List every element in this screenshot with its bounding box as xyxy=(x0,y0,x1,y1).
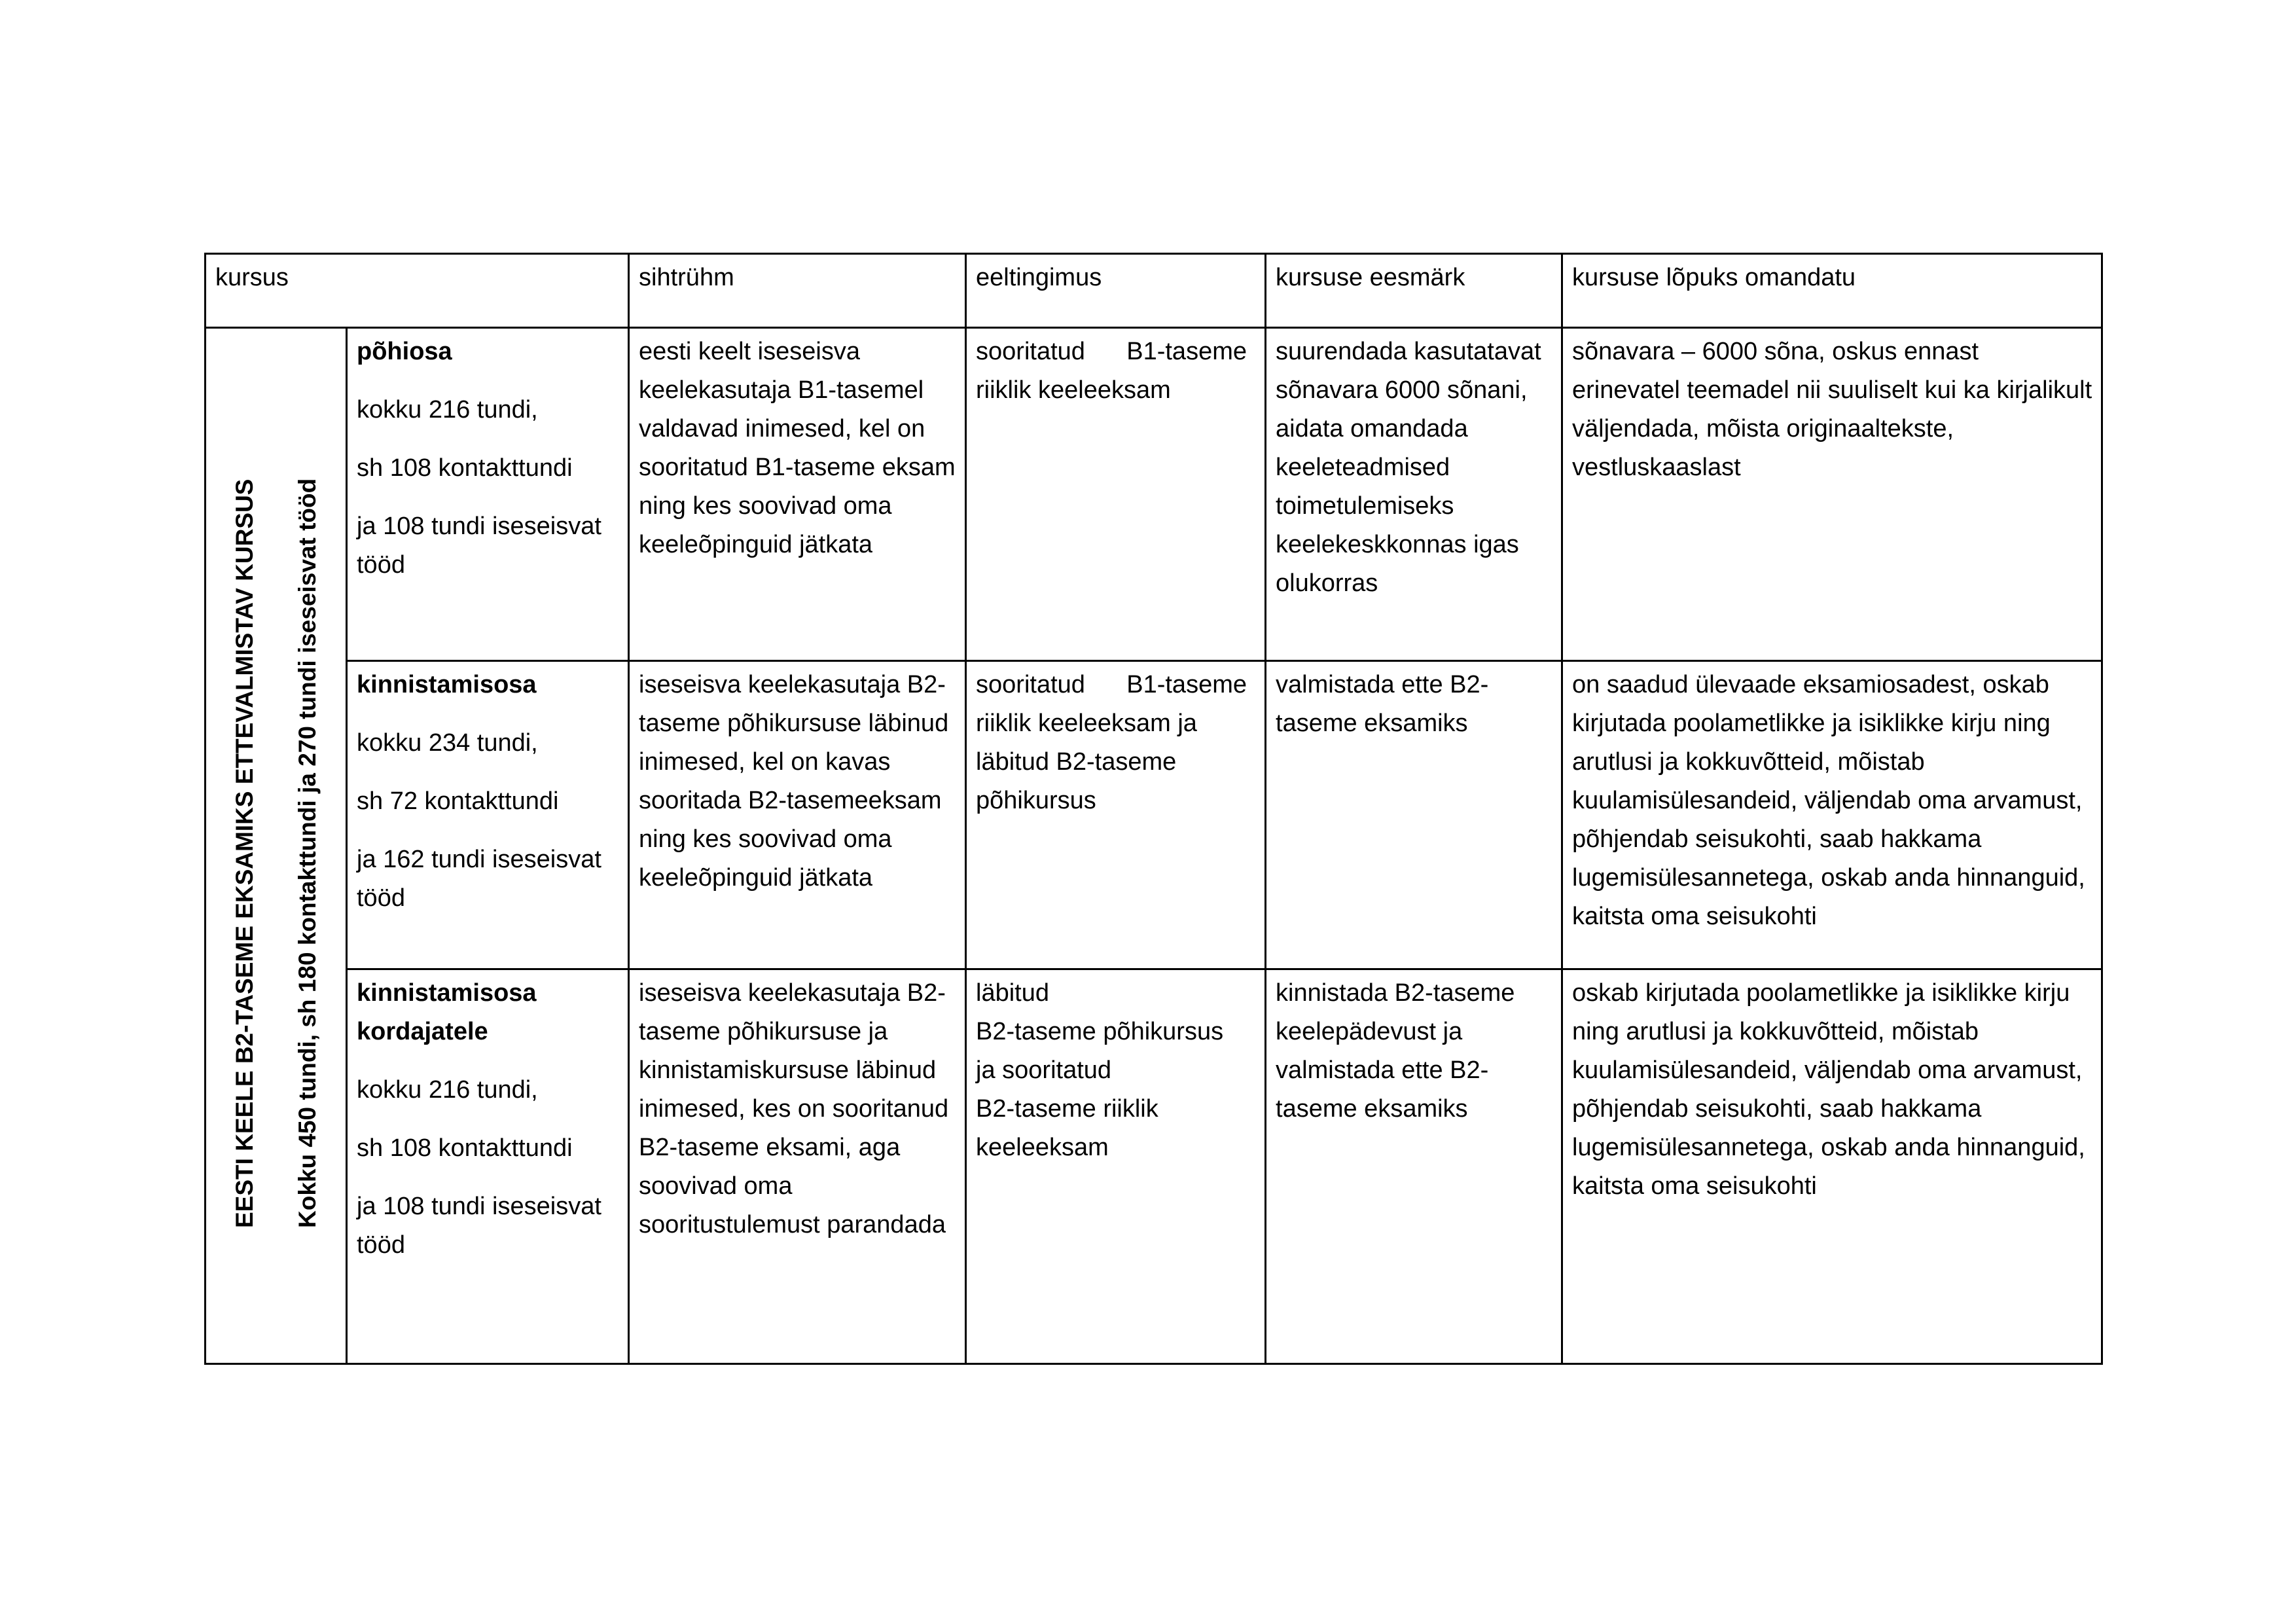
prerequisite-cell xyxy=(966,328,1266,661)
target-group-cell xyxy=(629,969,966,1364)
table-header-row xyxy=(206,254,2102,328)
vertical-course-hours: Kokku 450 tundi, sh 180 kontakttundi ja 270 tundi iseseisvat tööd xyxy=(293,478,321,1228)
course-table xyxy=(204,253,2103,1365)
prerequisite-text: sooritatud B1-taseme riiklik keeleeksam ja läbitud B2-taseme põhikursus xyxy=(976,671,1254,814)
target-group-text: iseseisva keelekasutaja B2-taseme põhikursuse läbinud inimesed, kel on kavas sooritada B2-tasemeeksam ning kes soovivad oma keeleõpinguid jätkata xyxy=(639,671,949,892)
header-goal xyxy=(1266,254,1562,328)
part-cell xyxy=(347,661,629,969)
table-row xyxy=(206,328,2102,661)
part-contact-hours: sh 108 kontakttundi xyxy=(357,454,573,482)
part-title: kinnistamisosa xyxy=(357,671,537,698)
outcome-text: sõnavara – 6000 sõna, oskus ennast erinevatel teemadel nii suuliselt kui ka kirjalikult väljendada, mõista originaaltekste, vestluskaaslast xyxy=(1572,338,2092,481)
header-course xyxy=(206,254,629,328)
header-target-group-label: sihtrühm xyxy=(639,264,734,291)
header-outcome-label: kursuse lõpuks omandatu xyxy=(1572,264,1856,291)
outcome-cell xyxy=(1562,661,2102,969)
part-title: põhiosa xyxy=(357,338,452,365)
part-independent-hours: ja 162 tundi iseseisvat tööd xyxy=(357,846,601,912)
prerequisite-cell xyxy=(966,661,1266,969)
prerequisite-line: läbitud xyxy=(976,979,1049,1007)
part-title: kinnistamisosa kordajatele xyxy=(357,979,537,1045)
table-row xyxy=(206,661,2102,969)
target-group-cell xyxy=(629,328,966,661)
part-contact-hours: sh 108 kontakttundi xyxy=(357,1134,573,1162)
outcome-text: oskab kirjutada poolametlikke ja isiklikke kirju ning arutlusi ja kokkuvõtteid, mõistab kuulamisülesandeid, väljendab oma arvamust, põhjendab seisukohti, saab hakkama lugemisülesannetega, oskab anda hinnanguid, kaitsta oma seisukohti xyxy=(1572,979,2085,1200)
header-prerequisite-label: eeltingimus xyxy=(976,264,1102,291)
header-course-label: kursus xyxy=(215,264,289,291)
part-independent-hours: ja 108 tundi iseseisvat tööd xyxy=(357,1193,601,1259)
prerequisite-line: B2-taseme riiklik keeleeksam xyxy=(976,1095,1158,1161)
prerequisite-line: B2-taseme põhikursus xyxy=(976,1018,1224,1045)
outcome-cell xyxy=(1562,969,2102,1364)
goal-cell xyxy=(1266,661,1562,969)
prerequisite-line: ja sooritatud xyxy=(976,1056,1112,1084)
prerequisite-text: sooritatud B1-taseme riiklik keeleeksam xyxy=(976,338,1254,404)
header-goal-label: kursuse eesmärk xyxy=(1276,264,1465,291)
part-total-hours: kokku 234 tundi, xyxy=(357,729,538,757)
course-title-vertical xyxy=(206,328,347,1364)
part-independent-hours: ja 108 tundi iseseisvat tööd xyxy=(357,513,601,579)
goal-text: valmistada ette B2-taseme eksamiks xyxy=(1276,671,1489,737)
vertical-title-block xyxy=(213,478,339,1228)
part-cell xyxy=(347,969,629,1364)
vertical-course-title: EESTI KEELE B2-TASEME EKSAMIKS ETTEVALMISTAV KURSUS xyxy=(230,478,258,1228)
header-prerequisite xyxy=(966,254,1266,328)
part-cell xyxy=(347,328,629,661)
target-group-text: eesti keelt iseseisva keelekasutaja B1-tasemel valdavad inimesed, kel on sooritatud B1-taseme eksam ning kes soovivad oma keeleõpinguid jätkata xyxy=(639,338,956,558)
header-outcome xyxy=(1562,254,2102,328)
goal-cell xyxy=(1266,328,1562,661)
target-group-cell xyxy=(629,661,966,969)
part-total-hours: kokku 216 tundi, xyxy=(357,1076,538,1104)
outcome-cell xyxy=(1562,328,2102,661)
target-group-text: iseseisva keelekasutaja B2-taseme põhikursuse ja kinnistamiskursuse läbinud inimesed, kes on sooritanud B2-taseme eksami, aga soovivad oma sooritustulemust parandada xyxy=(639,979,949,1238)
goal-text: suurendada kasutatavat sõnavara 6000 sõnani, aidata omandada keeleteadmised toimetulemiseks keelekeskkonnas igas olukorras xyxy=(1276,338,1541,597)
goal-cell xyxy=(1266,969,1562,1364)
header-target-group xyxy=(629,254,966,328)
part-total-hours: kokku 216 tundi, xyxy=(357,396,538,424)
goal-text: kinnistada B2-taseme keelepädevust ja valmistada ette B2-taseme eksamiks xyxy=(1276,979,1515,1123)
outcome-text: on saadud ülevaade eksamiosadest, oskab kirjutada poolametlikke ja isiklikke kirju ning arutlusi ja kokkuvõtteid, mõistab kuulamisülesandeid, väljendab oma arvamust, põhjendab seisukohti, saab hakkama lugemisülesannetega, oskab anda hinnanguid, kaitsta oma seisukohti xyxy=(1572,671,2085,930)
table-row xyxy=(206,969,2102,1364)
part-contact-hours: sh 72 kontakttundi xyxy=(357,787,559,815)
prerequisite-cell xyxy=(966,969,1266,1364)
